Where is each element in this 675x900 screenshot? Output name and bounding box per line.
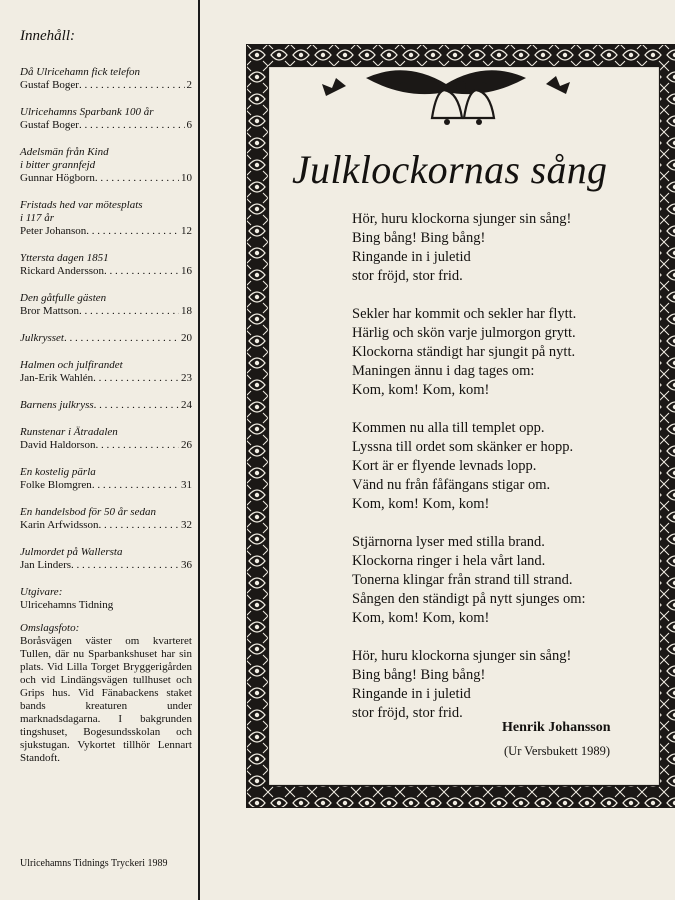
toc-entry-line bbox=[20, 399, 192, 412]
poem-body bbox=[352, 210, 652, 742]
printer-credit: Ulricehamns Tidnings Tryckeri 1989 bbox=[20, 858, 168, 869]
toc-leader-dots bbox=[79, 305, 179, 318]
toc-entry-page: 6 bbox=[186, 119, 192, 131]
toc-entry-author: Bror Mattson bbox=[20, 305, 79, 317]
toc-entry-line bbox=[20, 559, 192, 572]
poem-stanza bbox=[352, 533, 652, 628]
toc-entry-page: 36 bbox=[181, 559, 192, 571]
toc-leader-dots bbox=[94, 399, 179, 412]
poem-source: (Ur Versbukett 1989) bbox=[504, 744, 610, 758]
toc-entry-title: i bitter grannfejd bbox=[20, 159, 96, 171]
toc-entry-line bbox=[20, 332, 192, 345]
toc-leader-dots bbox=[93, 372, 179, 385]
toc-entry-title: En kostelig pärla bbox=[20, 466, 96, 478]
toc-entry-line bbox=[20, 305, 192, 318]
toc-entry-title: Då Ulricehamn fick telefon bbox=[20, 66, 141, 78]
poem-line: Kort är er flyende levnads lopp. bbox=[352, 458, 537, 474]
poem-line: Kommen nu alla till templet opp. bbox=[352, 420, 545, 436]
toc-entry-title: Julmordet på Wallersta bbox=[20, 546, 123, 558]
toc-entry-line bbox=[20, 225, 192, 238]
poem-line: Ringande in i juletid bbox=[352, 249, 471, 265]
poem-line: Ringande in i juletid bbox=[352, 686, 471, 702]
toc-entry bbox=[20, 252, 192, 278]
toc-leader-dots bbox=[95, 439, 179, 452]
poem-line: Klockorna ständigt har sjungit på nytt. bbox=[352, 344, 576, 360]
toc-entry-author: Karin Arfwidsson bbox=[20, 519, 99, 531]
toc-entry-author: Jan Linders bbox=[20, 559, 72, 571]
poem-line: Stjärnorna lyser med stilla brand. bbox=[352, 534, 545, 550]
poem-line: Kom, kom! Kom, kom! bbox=[352, 382, 490, 398]
poem-stanza bbox=[352, 210, 652, 286]
toc-entry-page: 23 bbox=[181, 372, 192, 384]
publisher-section bbox=[20, 586, 192, 612]
toc-entry-line bbox=[20, 79, 192, 92]
toc-entry bbox=[20, 292, 192, 318]
toc-entry bbox=[20, 106, 192, 132]
toc-entries bbox=[20, 66, 192, 572]
toc-entry-author: David Haldorson bbox=[20, 439, 96, 451]
toc-leader-dots bbox=[79, 79, 185, 92]
publisher-name: Ulricehamns Tidning bbox=[20, 599, 114, 611]
toc-entry-page: 31 bbox=[181, 479, 192, 491]
toc-leader-dots bbox=[64, 332, 179, 345]
toc-entry-author: Rickard Andersson bbox=[20, 265, 105, 277]
toc-entry-page: 20 bbox=[181, 332, 192, 344]
toc-leader-dots bbox=[104, 265, 179, 278]
toc-entry-title: Adelsmän från Kind bbox=[20, 146, 109, 158]
poem-line: Bing bång! Bing bång! bbox=[352, 667, 486, 683]
poem-line: Sekler har kommit och sekler har flytt. bbox=[352, 306, 577, 322]
toc-entry-page: 12 bbox=[181, 225, 192, 237]
poem-page bbox=[202, 0, 675, 900]
toc-entry-title: Den gåtfulle gästen bbox=[20, 292, 107, 304]
toc-entry-author: Barnens julkryss bbox=[20, 399, 94, 411]
toc-entry bbox=[20, 506, 192, 532]
toc-entry-line bbox=[20, 119, 192, 132]
toc-entry-author: Gustaf Boger bbox=[20, 119, 79, 131]
toc-entry-title: i 117 år bbox=[20, 212, 55, 224]
toc-entry-page: 2 bbox=[186, 79, 192, 91]
toc-entry-title: Halmen och julfirandet bbox=[20, 359, 123, 371]
toc-entry bbox=[20, 426, 192, 452]
cover-photo-section bbox=[20, 622, 192, 765]
poem-line: Hör, huru klockorna sjunger sin sång! bbox=[352, 648, 572, 664]
poem-line: Härlig och skön varje julmorgon grytt. bbox=[352, 325, 576, 341]
poem-line: Bing bång! Bing bång! bbox=[352, 230, 486, 246]
poem-line: stor fröjd, stor frid. bbox=[352, 268, 463, 284]
toc-entry-title: Fristads hed var mötesplats bbox=[20, 199, 143, 211]
toc-entry-page: 10 bbox=[181, 172, 192, 184]
toc-entry-author: Gunnar Högborn bbox=[20, 172, 95, 184]
publisher-label: Utgivare: bbox=[20, 586, 63, 598]
bells-icon bbox=[322, 70, 570, 125]
toc-entry-page: 18 bbox=[181, 305, 192, 317]
toc-entry-line bbox=[20, 519, 192, 532]
poem-stanza bbox=[352, 647, 652, 723]
toc-entry-line bbox=[20, 479, 192, 492]
poem-stanza bbox=[352, 305, 652, 400]
poem-title: Julklockornas sång bbox=[292, 147, 608, 192]
toc-leader-dots bbox=[95, 172, 179, 185]
toc-entry-title: Ulricehamns Sparbank 100 år bbox=[20, 106, 154, 118]
toc-entry bbox=[20, 359, 192, 385]
toc-entry-page: 24 bbox=[181, 399, 192, 411]
poem-line: Lyssna till ordet som skänker er hopp. bbox=[352, 439, 574, 455]
cover-photo-label: Omslagsfoto: bbox=[20, 622, 80, 634]
toc-entry-author: Peter Johanson bbox=[20, 225, 87, 237]
poem-line: Sången den ständigt på nytt sjunges om: bbox=[352, 591, 586, 607]
toc-entry bbox=[20, 546, 192, 572]
cover-photo-caption: Boråsvägen väster om kvarteret Tullen, där nu Sparbankshuset har sin plats. Vid Lilla Torget Bryggerigården och vid Lindängsvägen tullhuset och Grips hus. Vid Fänabackens staket bands kreaturen under marknadsdagarna. I bakgrunden tingshuset, Bogesundsskolan och sjukstugan. Vykortet tillhör Lennart Standoft. bbox=[20, 635, 192, 764]
toc-entry-page: 32 bbox=[181, 519, 192, 531]
toc-entry-author: Gustaf Boger bbox=[20, 79, 79, 91]
toc-entry-title: Runstenar i Ätradalen bbox=[20, 426, 118, 438]
toc-entry bbox=[20, 66, 192, 92]
toc-entry-title: En handelsbod för 50 år sedan bbox=[20, 506, 156, 518]
toc-entry-line bbox=[20, 265, 192, 278]
toc-entry-page: 16 bbox=[181, 265, 192, 277]
toc-entry bbox=[20, 466, 192, 492]
toc-entry bbox=[20, 199, 192, 238]
toc-leader-dots bbox=[99, 519, 179, 532]
toc-leader-dots bbox=[92, 479, 179, 492]
toc-leader-dots bbox=[86, 225, 179, 238]
poem-line: Hör, huru klockorna sjunger sin sång! bbox=[352, 211, 572, 227]
toc-entry-line bbox=[20, 172, 192, 185]
toc-entry-line bbox=[20, 439, 192, 452]
poem-line: Tonerna klingar från strand till strand. bbox=[352, 572, 573, 588]
table-of-contents bbox=[0, 0, 200, 900]
poem-line: Klockorna ringer i hela vårt land. bbox=[352, 553, 546, 569]
toc-leader-dots bbox=[79, 119, 185, 132]
toc-entry-line bbox=[20, 372, 192, 385]
toc-entry-page: 26 bbox=[181, 439, 192, 451]
toc-entry bbox=[20, 399, 192, 412]
poem-line: Kom, kom! Kom, kom! bbox=[352, 610, 490, 626]
poem-line: Vänd nu från fåfängans stigar om. bbox=[352, 477, 551, 493]
toc-entry bbox=[20, 332, 192, 345]
toc-entry-title: Yttersta dagen 1851 bbox=[20, 252, 109, 264]
toc-entry-author: Julkrysset bbox=[20, 332, 64, 344]
poem-author: Henrik Johansson bbox=[502, 720, 611, 735]
toc-leader-dots bbox=[71, 559, 179, 572]
toc-entry-author: Jan-Erik Wahlén bbox=[20, 372, 94, 384]
poem-stanza bbox=[352, 419, 652, 514]
poem-line: stor fröjd, stor frid. bbox=[352, 705, 463, 721]
poem-line: Kom, kom! Kom, kom! bbox=[352, 496, 490, 512]
toc-heading: Innehåll: bbox=[20, 28, 75, 44]
toc-entry bbox=[20, 146, 192, 185]
poem-line: Maningen ännu i dag tages om: bbox=[352, 363, 535, 379]
toc-entry-author: Folke Blomgren bbox=[20, 479, 92, 491]
